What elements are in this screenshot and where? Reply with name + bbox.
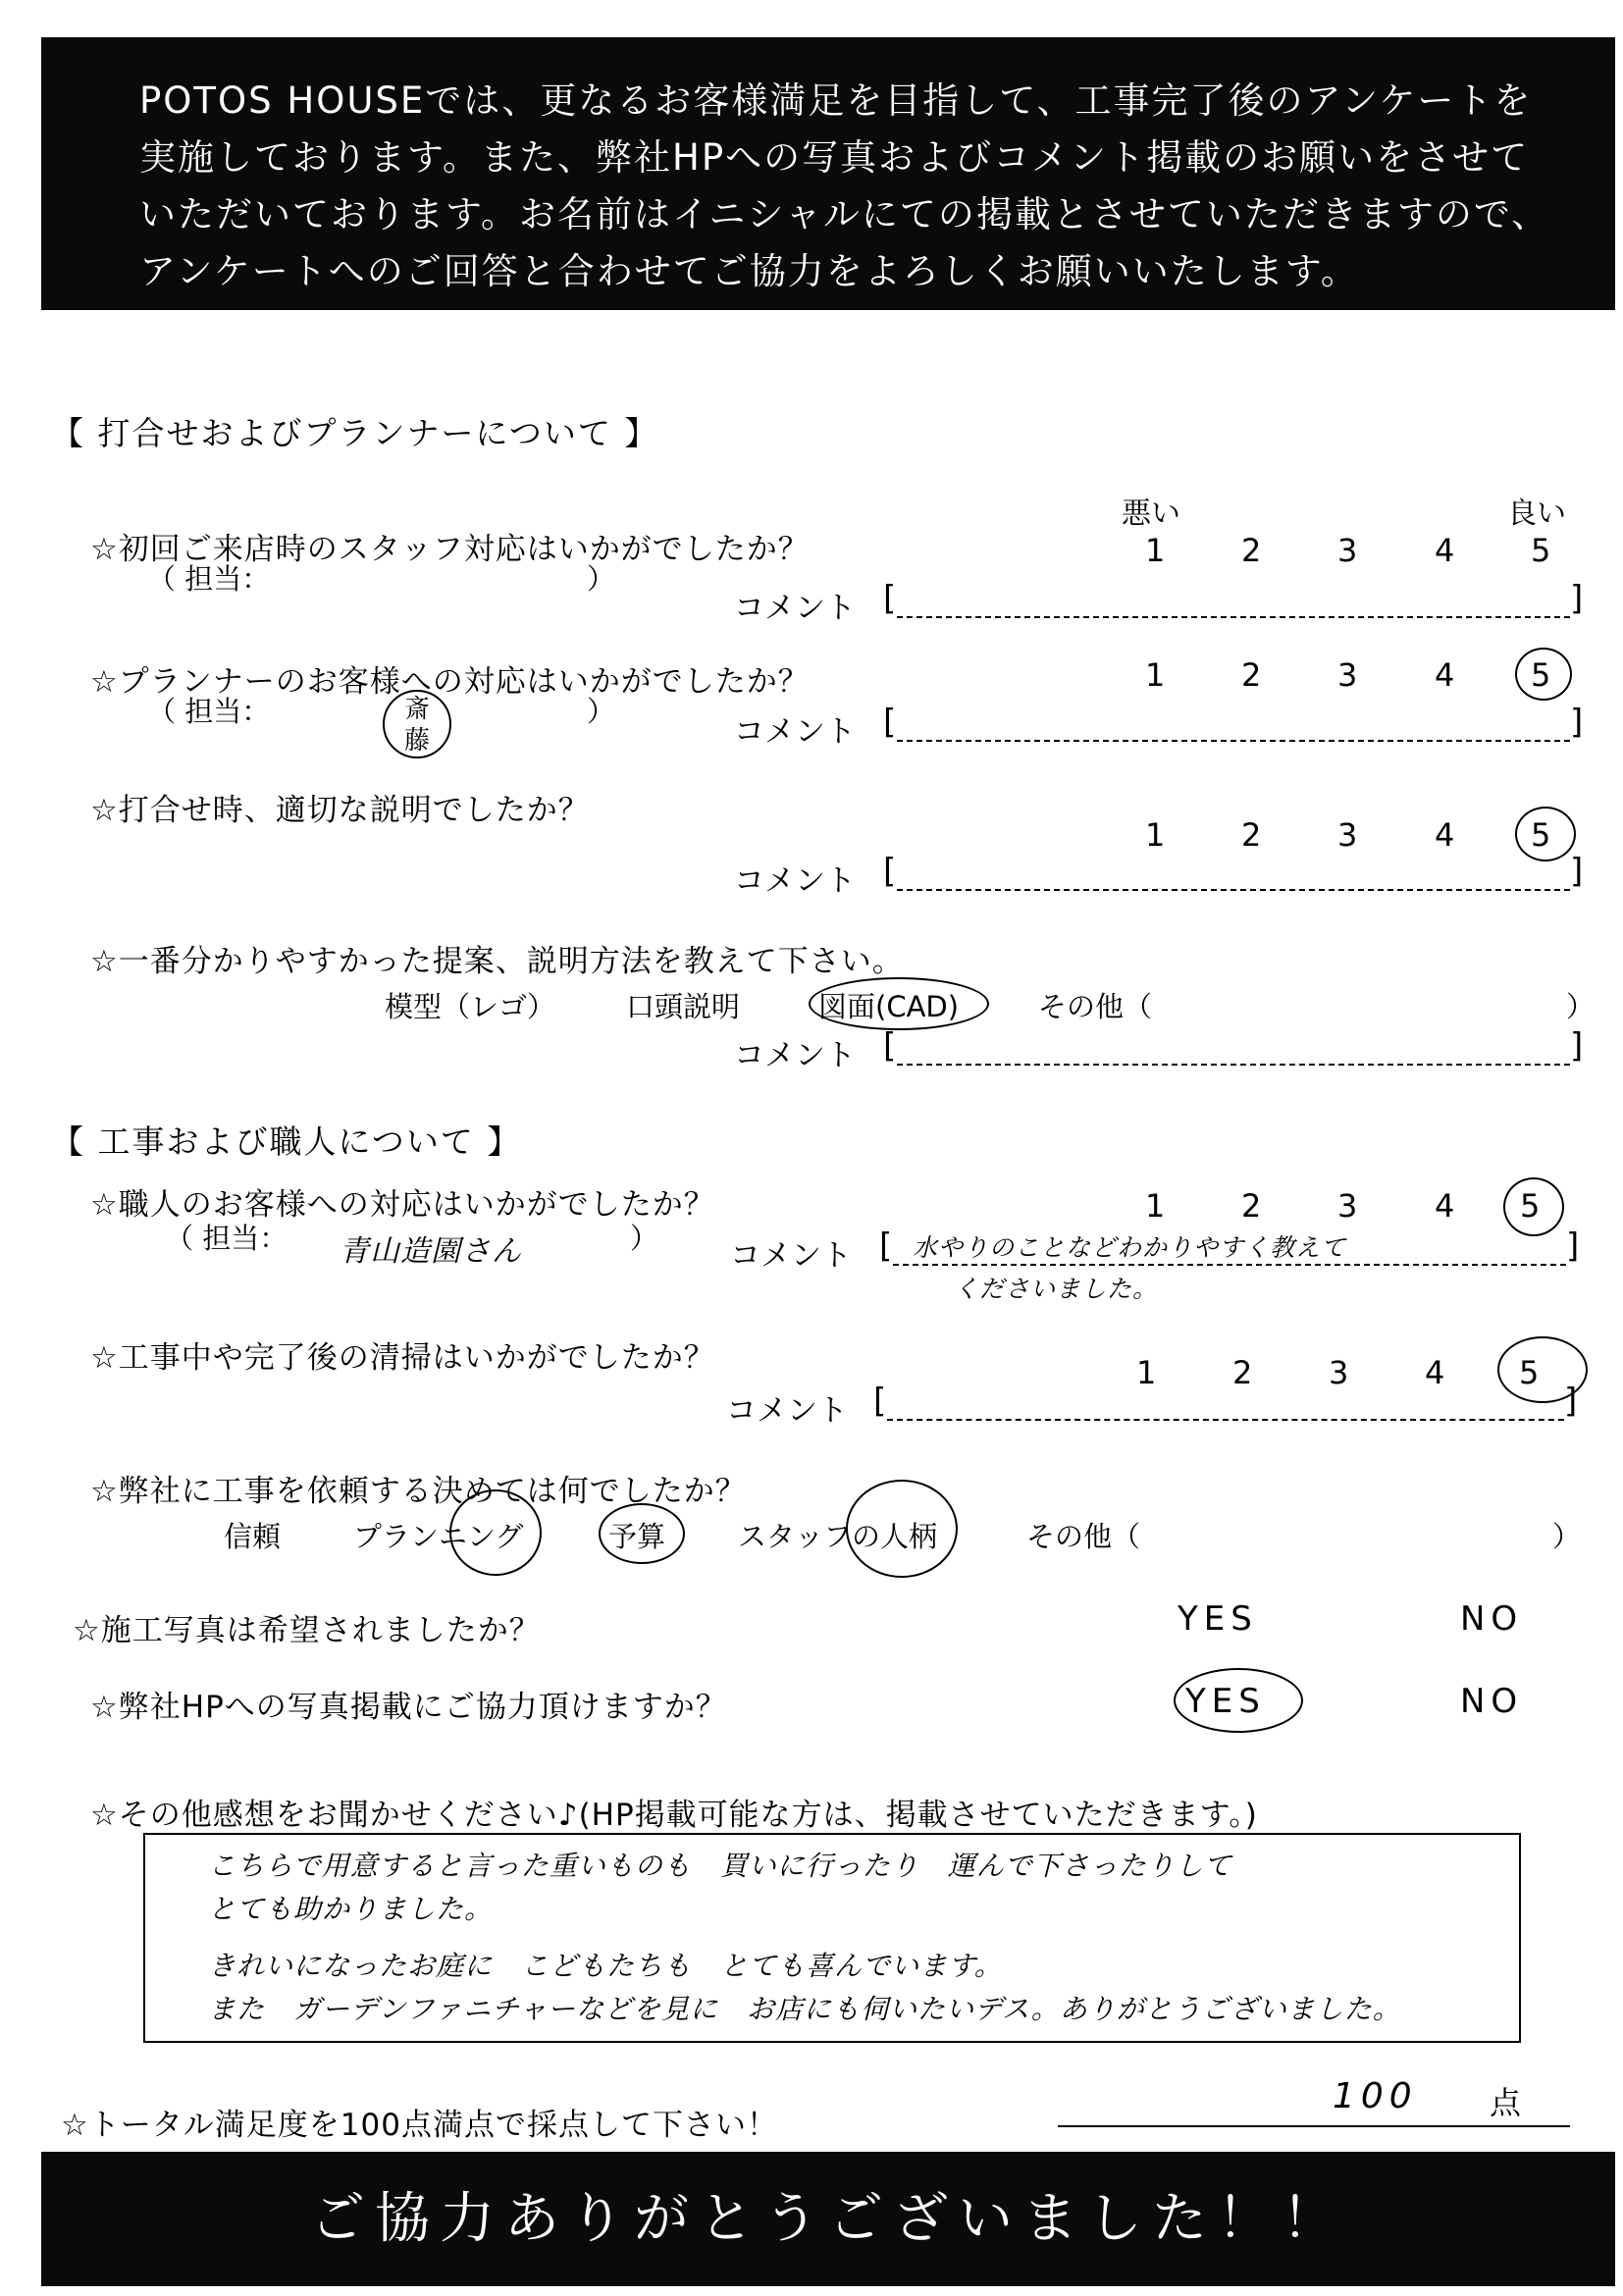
scale-3[interactable]: 3 — [1337, 816, 1358, 854]
tanto-label: （ 担当： — [165, 1222, 288, 1255]
bracket-close: ] — [1564, 1382, 1578, 1421]
planner-seal-stamp — [383, 690, 451, 758]
scale-1[interactable]: 1 — [1145, 1187, 1166, 1225]
question-construction-photo: ☆施工写真は希望されましたか？ — [73, 1613, 541, 1648]
scale-4[interactable]: 4 — [1425, 1354, 1445, 1391]
question-craftsman: ☆職人のお客様への対応はいかがでしたか？ — [90, 1187, 715, 1223]
intro-banner — [41, 37, 1615, 310]
scale-5-selected[interactable]: 5 — [1520, 1187, 1541, 1225]
bracket-open: [ — [883, 1026, 897, 1066]
tanto-close: ） — [587, 695, 616, 728]
feedback-line: こちらで用意すると言った重いものも 買いに行ったり 運んで下さったりして — [208, 1850, 1232, 1882]
question-explain-method: ☆一番分かりやすかった提案、説明方法を教えて下さい。 — [90, 944, 904, 979]
option-no[interactable]: NO — [1460, 1599, 1524, 1639]
seal-text: 斎藤 — [403, 695, 430, 756]
bracket-close: ] — [1570, 852, 1584, 891]
bracket-close: ] — [1570, 579, 1584, 618]
scale-4[interactable]: 4 — [1435, 816, 1455, 854]
option-circle-mark — [599, 1503, 685, 1564]
rating-circle-mark — [1515, 648, 1572, 701]
feedback-textarea[interactable] — [143, 1833, 1521, 2043]
scale-3[interactable]: 3 — [1329, 1354, 1349, 1391]
bracket-open: [ — [873, 1382, 887, 1421]
feedback-line: また ガーデンファニチャーなどを見に お店にも伺いたいデス。ありがとうございました。 — [208, 1993, 1401, 2025]
banner-line: 実施しております。また、弊社HPへの写真およびコメント掲載のお願いをさせて — [139, 136, 1530, 179]
question-total-score: ☆トータル満足度を100点満点で採点して下さい！ — [61, 2108, 778, 2143]
scale-4[interactable]: 4 — [1435, 532, 1455, 569]
scale-1[interactable]: 1 — [1136, 1354, 1157, 1391]
comment-line[interactable] — [897, 616, 1570, 618]
scale-good-label: 良い — [1507, 496, 1566, 531]
comment-line[interactable] — [897, 889, 1570, 891]
comment-line[interactable] — [897, 1064, 1570, 1066]
option-trust[interactable]: 信頼 — [224, 1520, 282, 1553]
bracket-close: ] — [1566, 1226, 1580, 1266]
comment-line[interactable] — [887, 1419, 1564, 1421]
bracket-close: ] — [1570, 703, 1584, 742]
option-budget-selected[interactable]: 予算 — [608, 1520, 666, 1553]
scale-1[interactable]: 1 — [1145, 816, 1166, 854]
comment-line[interactable] — [893, 1264, 1566, 1266]
comment-handwritten-line1: 水やりのことなどわかりやすく教えて — [913, 1233, 1347, 1262]
scale-4[interactable]: 4 — [1435, 1187, 1455, 1225]
option-other-close: ） — [1566, 990, 1596, 1023]
question-deciding-factor: ☆弊社に工事を依頼する決めては何でしたか？ — [90, 1474, 747, 1509]
scale-1[interactable]: 1 — [1145, 656, 1166, 694]
scale-3[interactable]: 3 — [1337, 532, 1358, 569]
option-circle-mark — [809, 977, 989, 1030]
question-explanation: ☆打合せ時、適切な説明でしたか？ — [90, 793, 590, 828]
bracket-open: [ — [883, 852, 897, 891]
scale-2[interactable]: 2 — [1241, 816, 1262, 854]
scale-3[interactable]: 3 — [1337, 656, 1358, 694]
rating-circle-mark — [1503, 1177, 1564, 1236]
comment-handwritten-line2: くださいました。 — [954, 1275, 1159, 1303]
option-circle-mark — [449, 1489, 542, 1576]
option-other[interactable]: その他（ — [1026, 1520, 1141, 1553]
score-unit: 点 — [1490, 2084, 1522, 2121]
option-verbal[interactable]: 口頭説明 — [626, 990, 741, 1023]
scale-2[interactable]: 2 — [1241, 656, 1262, 694]
scale-2[interactable]: 2 — [1232, 1354, 1253, 1391]
craftsman-name-handwritten: 青山造園さん — [340, 1234, 522, 1269]
bracket-close: ] — [1570, 1026, 1584, 1066]
total-score-value[interactable]: 100 — [1333, 2076, 1418, 2116]
banner-line: アンケートへのご回答と合わせてご協力をよろしくお願いいたします。 — [139, 250, 1359, 292]
bracket-open: [ — [883, 703, 897, 742]
option-cad-selected[interactable]: 図面(CAD) — [818, 990, 960, 1023]
option-circle-mark — [846, 1480, 958, 1578]
question-planner: ☆プランナーのお客様への対応はいかがでしたか？ — [90, 664, 810, 700]
bracket-open: [ — [879, 1226, 893, 1266]
option-no[interactable]: NO — [1460, 1682, 1524, 1721]
bracket-open: [ — [883, 579, 897, 618]
option-circle-mark — [1174, 1668, 1303, 1733]
option-yes-selected[interactable]: YES — [1185, 1682, 1266, 1721]
comment-label: コメント — [734, 863, 856, 899]
question-hp-consent: ☆弊社HPへの写真掲載にご協力頂けますか？ — [90, 1690, 727, 1725]
score-underline — [1058, 2125, 1570, 2127]
thank-you-footer: ご協力ありがとうございました！！ — [41, 2152, 1615, 2286]
tanto-close: ） — [630, 1222, 659, 1255]
feedback-line: とても助かりました。 — [208, 1893, 494, 1925]
section-heading-meeting: 【 打合せおよびプランナーについて 】 — [51, 414, 659, 452]
scale-3[interactable]: 3 — [1337, 1187, 1358, 1225]
scale-5[interactable]: 5 — [1531, 532, 1551, 569]
option-other[interactable]: その他（ — [1038, 990, 1153, 1023]
tanto-label: （ 担当： — [147, 562, 271, 596]
comment-label: コメント — [726, 1393, 848, 1429]
scale-5-selected[interactable]: 5 — [1519, 1354, 1540, 1391]
question-cleaning: ☆工事中や完了後の清掃はいかがでしたか？ — [90, 1340, 715, 1376]
banner-line: POTOS HOUSEでは、更なるお客様満足を目指して、工事完了後のアンケートを — [139, 79, 1533, 122]
section-heading-construction: 【 工事および職人について 】 — [51, 1122, 522, 1161]
tanto-label: （ 担当： — [147, 695, 271, 728]
scale-1[interactable]: 1 — [1145, 532, 1166, 569]
scale-4[interactable]: 4 — [1435, 656, 1455, 694]
option-yes[interactable]: YES — [1178, 1599, 1258, 1639]
option-staff-selected[interactable]: スタッフの人柄 — [738, 1520, 938, 1553]
tanto-close: ） — [587, 562, 616, 596]
option-planning-selected[interactable]: プランニング — [353, 1520, 524, 1553]
question-first-visit: ☆初回ご来店時のスタッフ対応はいかがでしたか？ — [90, 532, 810, 567]
comment-line[interactable] — [897, 740, 1570, 742]
scale-2[interactable]: 2 — [1241, 1187, 1262, 1225]
scale-2[interactable]: 2 — [1241, 532, 1262, 569]
comment-label: コメント — [734, 1038, 856, 1073]
banner-line: いただいております。お名前はイニシャルにての掲載とさせていただきますので、 — [139, 193, 1550, 235]
comment-label: コメント — [734, 714, 856, 750]
question-other-feedback: ☆その他感想をお聞かせください♪(HP掲載可能な方は、掲載させていただきます。) — [90, 1798, 1258, 1833]
feedback-line: きれいになったお庭に こどもたちも とても喜んでいます。 — [208, 1950, 1003, 1982]
scale-5-selected[interactable]: 5 — [1531, 656, 1551, 694]
comment-label: コメント — [734, 591, 856, 626]
comment-label: コメント — [730, 1238, 852, 1274]
scale-5-selected[interactable]: 5 — [1531, 816, 1551, 854]
option-model[interactable]: 模型（レゴ） — [385, 990, 556, 1023]
scale-bad-label: 悪い — [1122, 496, 1180, 531]
option-other-close: ） — [1552, 1520, 1582, 1553]
rating-circle-mark — [1515, 807, 1576, 861]
